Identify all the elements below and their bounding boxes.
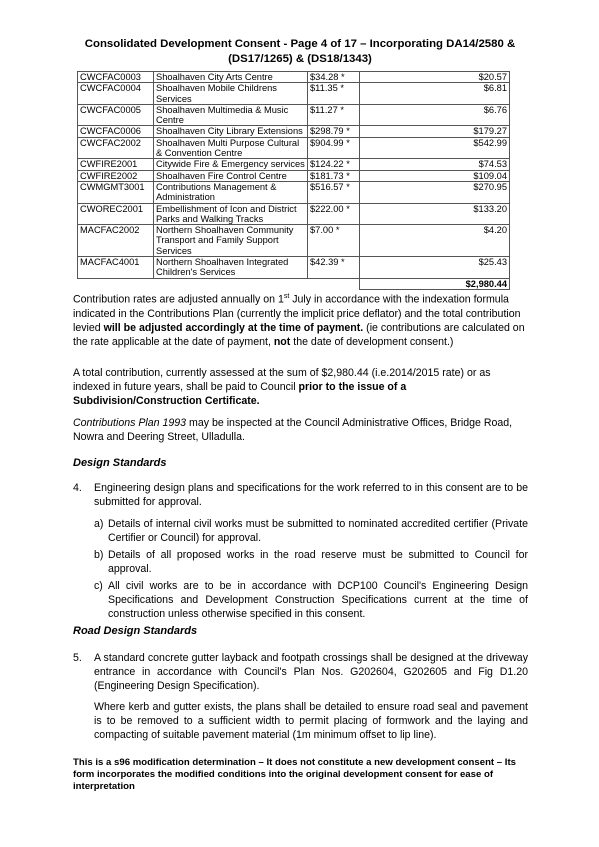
table-row bbox=[78, 170, 510, 181]
table-row bbox=[78, 83, 510, 105]
item-4-text: Engineering design plans and specifications for the work referred to in this consent are to be submitted for approval. bbox=[94, 482, 528, 508]
item-4c-label: c) bbox=[94, 580, 103, 592]
title-line-2: (DS17/1265) & (DS18/1343) bbox=[228, 53, 372, 65]
road-design-heading: Road Design Standards bbox=[73, 625, 198, 637]
cell-amount: $25.43 bbox=[360, 257, 510, 279]
cell-description: Shoalhaven Mobile Childrens Services bbox=[154, 83, 308, 105]
cell-code: MACFAC4001 bbox=[78, 257, 154, 279]
cell-code: CWCFAC2002 bbox=[78, 137, 154, 159]
cell-description: Shoalhaven Multimedia & Music Centre bbox=[154, 104, 308, 126]
cell-amount: $133.20 bbox=[360, 203, 510, 225]
table-row bbox=[78, 257, 510, 279]
cell-code: MACFAC2002 bbox=[78, 225, 154, 257]
cell-description: Shoalhaven Multi Purpose Cultural & Convention Centre bbox=[154, 137, 308, 159]
cell-code: CWCFAC0005 bbox=[78, 104, 154, 126]
table-row bbox=[78, 137, 510, 159]
cell-description: Northern Shoalhaven Community Transport and Family Support Services bbox=[154, 225, 308, 257]
item-5-number: 5. bbox=[73, 652, 82, 664]
total-contribution-paragraph: A total contribution, currently assessed at the sum of $2,980.44 (i.e.2014/2015 rate) or as indexed in future years, shall be paid to Council prior to the issue of a Subdivision/Construction Certificate. bbox=[73, 367, 491, 407]
cell-amount: $542.99 bbox=[360, 137, 510, 159]
cell-amount: $4.20 bbox=[360, 225, 510, 257]
item-4b-label: b) bbox=[94, 549, 104, 561]
cell-code: CWOREC2001 bbox=[78, 203, 154, 225]
table-row bbox=[78, 104, 510, 126]
title-line-1: Consolidated Development Consent - Page 4 of 17 – Incorporating DA14/2580 & bbox=[84, 38, 516, 50]
cell-description: Contributions Management & Administration bbox=[154, 181, 308, 203]
table-row bbox=[78, 225, 510, 257]
cell-amount: $109.04 bbox=[360, 170, 510, 181]
cell-code: CWFIRE2001 bbox=[78, 159, 154, 170]
cell-amount: $6.81 bbox=[360, 83, 510, 105]
item-4c-text: All civil works are to be in accordance with DCP100 Council's Engineering Design Specifications and Development Construction Specifications current at the time of construction unless otherwise specified in this consent. bbox=[108, 580, 528, 620]
cell-rate: $7.00 * bbox=[308, 225, 360, 257]
cell-code: CWMGMT3001 bbox=[78, 181, 154, 203]
table-total-amount: $2,980.44 bbox=[360, 278, 510, 289]
cell-description: Embellishment of Icon and District Parks and Walking Tracks bbox=[154, 203, 308, 225]
cell-description: Shoalhaven City Library Extensions bbox=[154, 126, 308, 137]
item-5-text: A standard concrete gutter layback and footpath crossings shall be designed at the driveway entrance in accordance with Council's Plan Nos. G202604, G202605 and Fig D1.20 (Engineering Design Specification). bbox=[94, 652, 528, 692]
cell-description: Citywide Fire & Emergency services bbox=[154, 159, 308, 170]
table-row bbox=[78, 72, 510, 83]
cell-amount: $74.53 bbox=[360, 159, 510, 170]
cell-code: CWFIRE2002 bbox=[78, 170, 154, 181]
cell-description: Shoalhaven City Arts Centre bbox=[154, 72, 308, 83]
table-total-row bbox=[78, 278, 510, 289]
table-row bbox=[78, 181, 510, 203]
contributions-plan-paragraph: Contributions Plan 1993 may be inspected at the Council Administrative Offices, Bridge Road, Nowra and Deering Street, Ulladulla. bbox=[73, 417, 513, 443]
cell-description: Northern Shoalhaven Integrated Children's Services bbox=[154, 257, 308, 279]
cell-rate: $516.57 * bbox=[308, 181, 360, 203]
cell-rate: $904.99 * bbox=[308, 137, 360, 159]
item-4a-text: Details of internal civil works must be submitted to nominated accredited certifier (Private Certifier or Council) for approval. bbox=[108, 518, 528, 544]
contributions-table bbox=[77, 71, 510, 290]
cell-rate: $11.27 * bbox=[308, 104, 360, 126]
table-row bbox=[78, 159, 510, 170]
cell-rate: $222.00 * bbox=[308, 203, 360, 225]
cell-rate: $181.73 * bbox=[308, 170, 360, 181]
cell-amount: $20.57 bbox=[360, 72, 510, 83]
cell-description: Shoalhaven Fire Control Centre bbox=[154, 170, 308, 181]
cell-amount: $179.27 bbox=[360, 126, 510, 137]
cell-rate: $34.28 * bbox=[308, 72, 360, 83]
item-4-number: 4. bbox=[73, 482, 82, 494]
cell-code: CWCFAC0006 bbox=[78, 126, 154, 137]
footer-note: This is a s96 modification determination – It does not constitute a new development consent – Its form incorporates the modified conditions into the original development consent for ease of interpretation bbox=[73, 757, 516, 792]
table-row bbox=[78, 126, 510, 137]
item-4b-text: Details of all proposed works in the road reserve must be submitted to Council for approval. bbox=[108, 549, 528, 575]
cell-amount: $270.95 bbox=[360, 181, 510, 203]
design-standards-heading: Design Standards bbox=[73, 457, 167, 469]
table-row bbox=[78, 203, 510, 225]
cell-rate: $298.79 * bbox=[308, 126, 360, 137]
cell-amount: $6.76 bbox=[360, 104, 510, 126]
cell-code: CWCFAC0003 bbox=[78, 72, 154, 83]
cell-rate: $11.35 * bbox=[308, 83, 360, 105]
item-5-text-2: Where kerb and gutter exists, the plans shall be detailed to ensure road seal and pavement is to be removed to a sufficient width to permit placing of formwork and the laying and compacting of suitable pavement material (1m minimum offset to lip line). bbox=[94, 701, 528, 741]
cell-rate: $124.22 * bbox=[308, 159, 360, 170]
cell-rate: $42.39 * bbox=[308, 257, 360, 279]
item-4a-label: a) bbox=[94, 518, 104, 530]
cell-code: CWCFAC0004 bbox=[78, 83, 154, 105]
page-title bbox=[30, 37, 570, 67]
indexation-paragraph: Contribution rates are adjusted annually on 1st July in accordance with the indexation formula indicated in the Contributions Plan (currently the implicit price deflator) and the total contribution levied will be adjusted accordingly at the time of payment. (ie contributions are calculated on the rate applicable at the date of payment, not the date of development consent.) bbox=[73, 293, 525, 348]
